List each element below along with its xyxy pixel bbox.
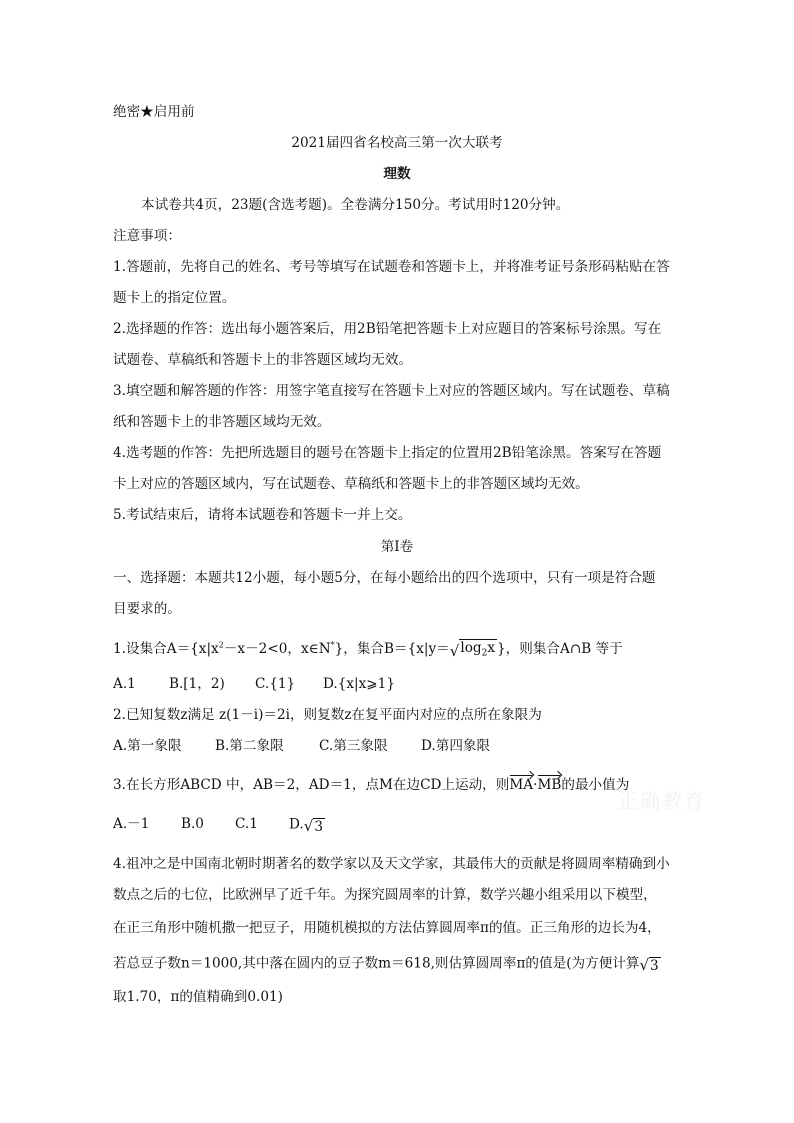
section-intro: 一、选择题：本题共12小题，每小题5分，在每小题给出的四个选项中，只有一项是符合题 [113,570,656,586]
option-b: B.第二象限 [215,738,284,754]
question-3-stem: 3.在长方形ABCD 中，AB＝2，AD＝1，点M在边CD上运动，则MA·MB的最小值为 [113,777,630,793]
vector-mb: MB [537,777,562,793]
question-3-options [113,818,325,834]
option-d: D. √ 3 [289,816,323,836]
notes-line: 试题卷、草稿纸和答题卡上的非答题区域均无效。 [113,352,413,368]
vector-ma: MA [509,777,534,793]
option-c: C.第三象限 [319,738,388,754]
question-4-line: 若总豆子数n＝1000,其中落在圆内的豆子数m＝618,则估算圆周率π的值是(为方便计算 √ 3 [113,955,659,975]
option-b: B.0 [181,816,204,833]
question-1-options [113,678,395,692]
notes-line: 2.选择题的作答：选出每小题答案后，用2B铅笔把答题卡上对应题目的答案标号涂黑。写在 [113,321,662,337]
question-4-line: 4.祖冲之是中国南北朝时期著名的数学家以及天文学家，其最伟大的贡献是将圆周率精确到小 [113,856,670,872]
section-intro: 目要求的。 [113,601,181,617]
notes-line: 纸和答题卡上的非答题区域均无效。 [113,414,331,430]
notes-line: 1.答题前，先将自己的姓名、考号等填写在试题卷和答题卡上，并将准考证号条形码粘贴在答 [113,259,670,275]
option-c: C.1 [235,816,258,833]
sqrt-log-expression: √ $\log_2x$ [449,640,495,661]
sqrt-expression: √ 3 [303,817,323,836]
option-a: A.－1 [113,816,150,833]
notes-line: 4.选考题的作答：先把所选题目的题号在答题卡上指定的位置用2B铅笔涂黑。答案写在答题 [113,445,662,461]
option-d: D.{x|x⩾1} [323,676,395,692]
sqrt-expression: √ 3 [639,956,659,975]
volume-title: 第Ⅰ卷 [380,539,414,555]
option-d: D.第四象限 [421,738,491,754]
exam-title: 2021届四省名校高三第一次大联考 [291,135,503,151]
question-4-line: 取1.70，π的值精确到0.01) [113,989,283,1005]
subject-title: 理数 [383,166,411,182]
notes-line: 5.考试结束后，请将本试题卷和答题卡一并上交。 [113,507,412,523]
question-1-stem: 1.设集合$A=\{x|x^2-x-2<0$，x∈N*}，集合B＝{x|y＝ √ $\log_2x$ }，则集合A∩B 等于 [113,640,623,661]
question-2-options [113,740,490,754]
option-c: C.{1} [255,676,296,692]
option-b: B.[1，2) [169,676,225,692]
notes-line: 卡上对应的答题区域内，写在试题卷、草稿纸和答题卡上的非答题区域均无效。 [113,476,589,492]
notes-line: 3.填空题和解答题的作答：用签字笔直接写在答题卡上对应的答题区域内。写在试题卷、草稿 [113,383,670,399]
watermark: 正确教育 [618,789,706,813]
question-4-line: 在正三角形中随机撒一把豆子，用随机模拟的方法估算圆周率π的值。正三角形的边长为4， [113,920,661,936]
exam-info: 本试卷共4页，23题(含选考题)。全卷满分150分。考试用时120分钟。 [141,197,570,213]
option-a: A.1 [113,676,136,692]
question-4-line: 数点之后的七位，比欧洲早了近千年。为探究圆周率的计算，数学兴趣小组采用以下模型， [113,887,657,903]
question-2-stem: 2.已知复数z满足 z(1－i)＝2i，则复数z在复平面内对应的点所在象限为 [113,707,542,723]
notes-line: 题卡上的指定位置。 [113,290,236,306]
confidential-mark: 绝密★启用前 [113,104,195,120]
notes-heading: 注意事项： [113,228,181,244]
option-a: A.第一象限 [113,738,182,754]
